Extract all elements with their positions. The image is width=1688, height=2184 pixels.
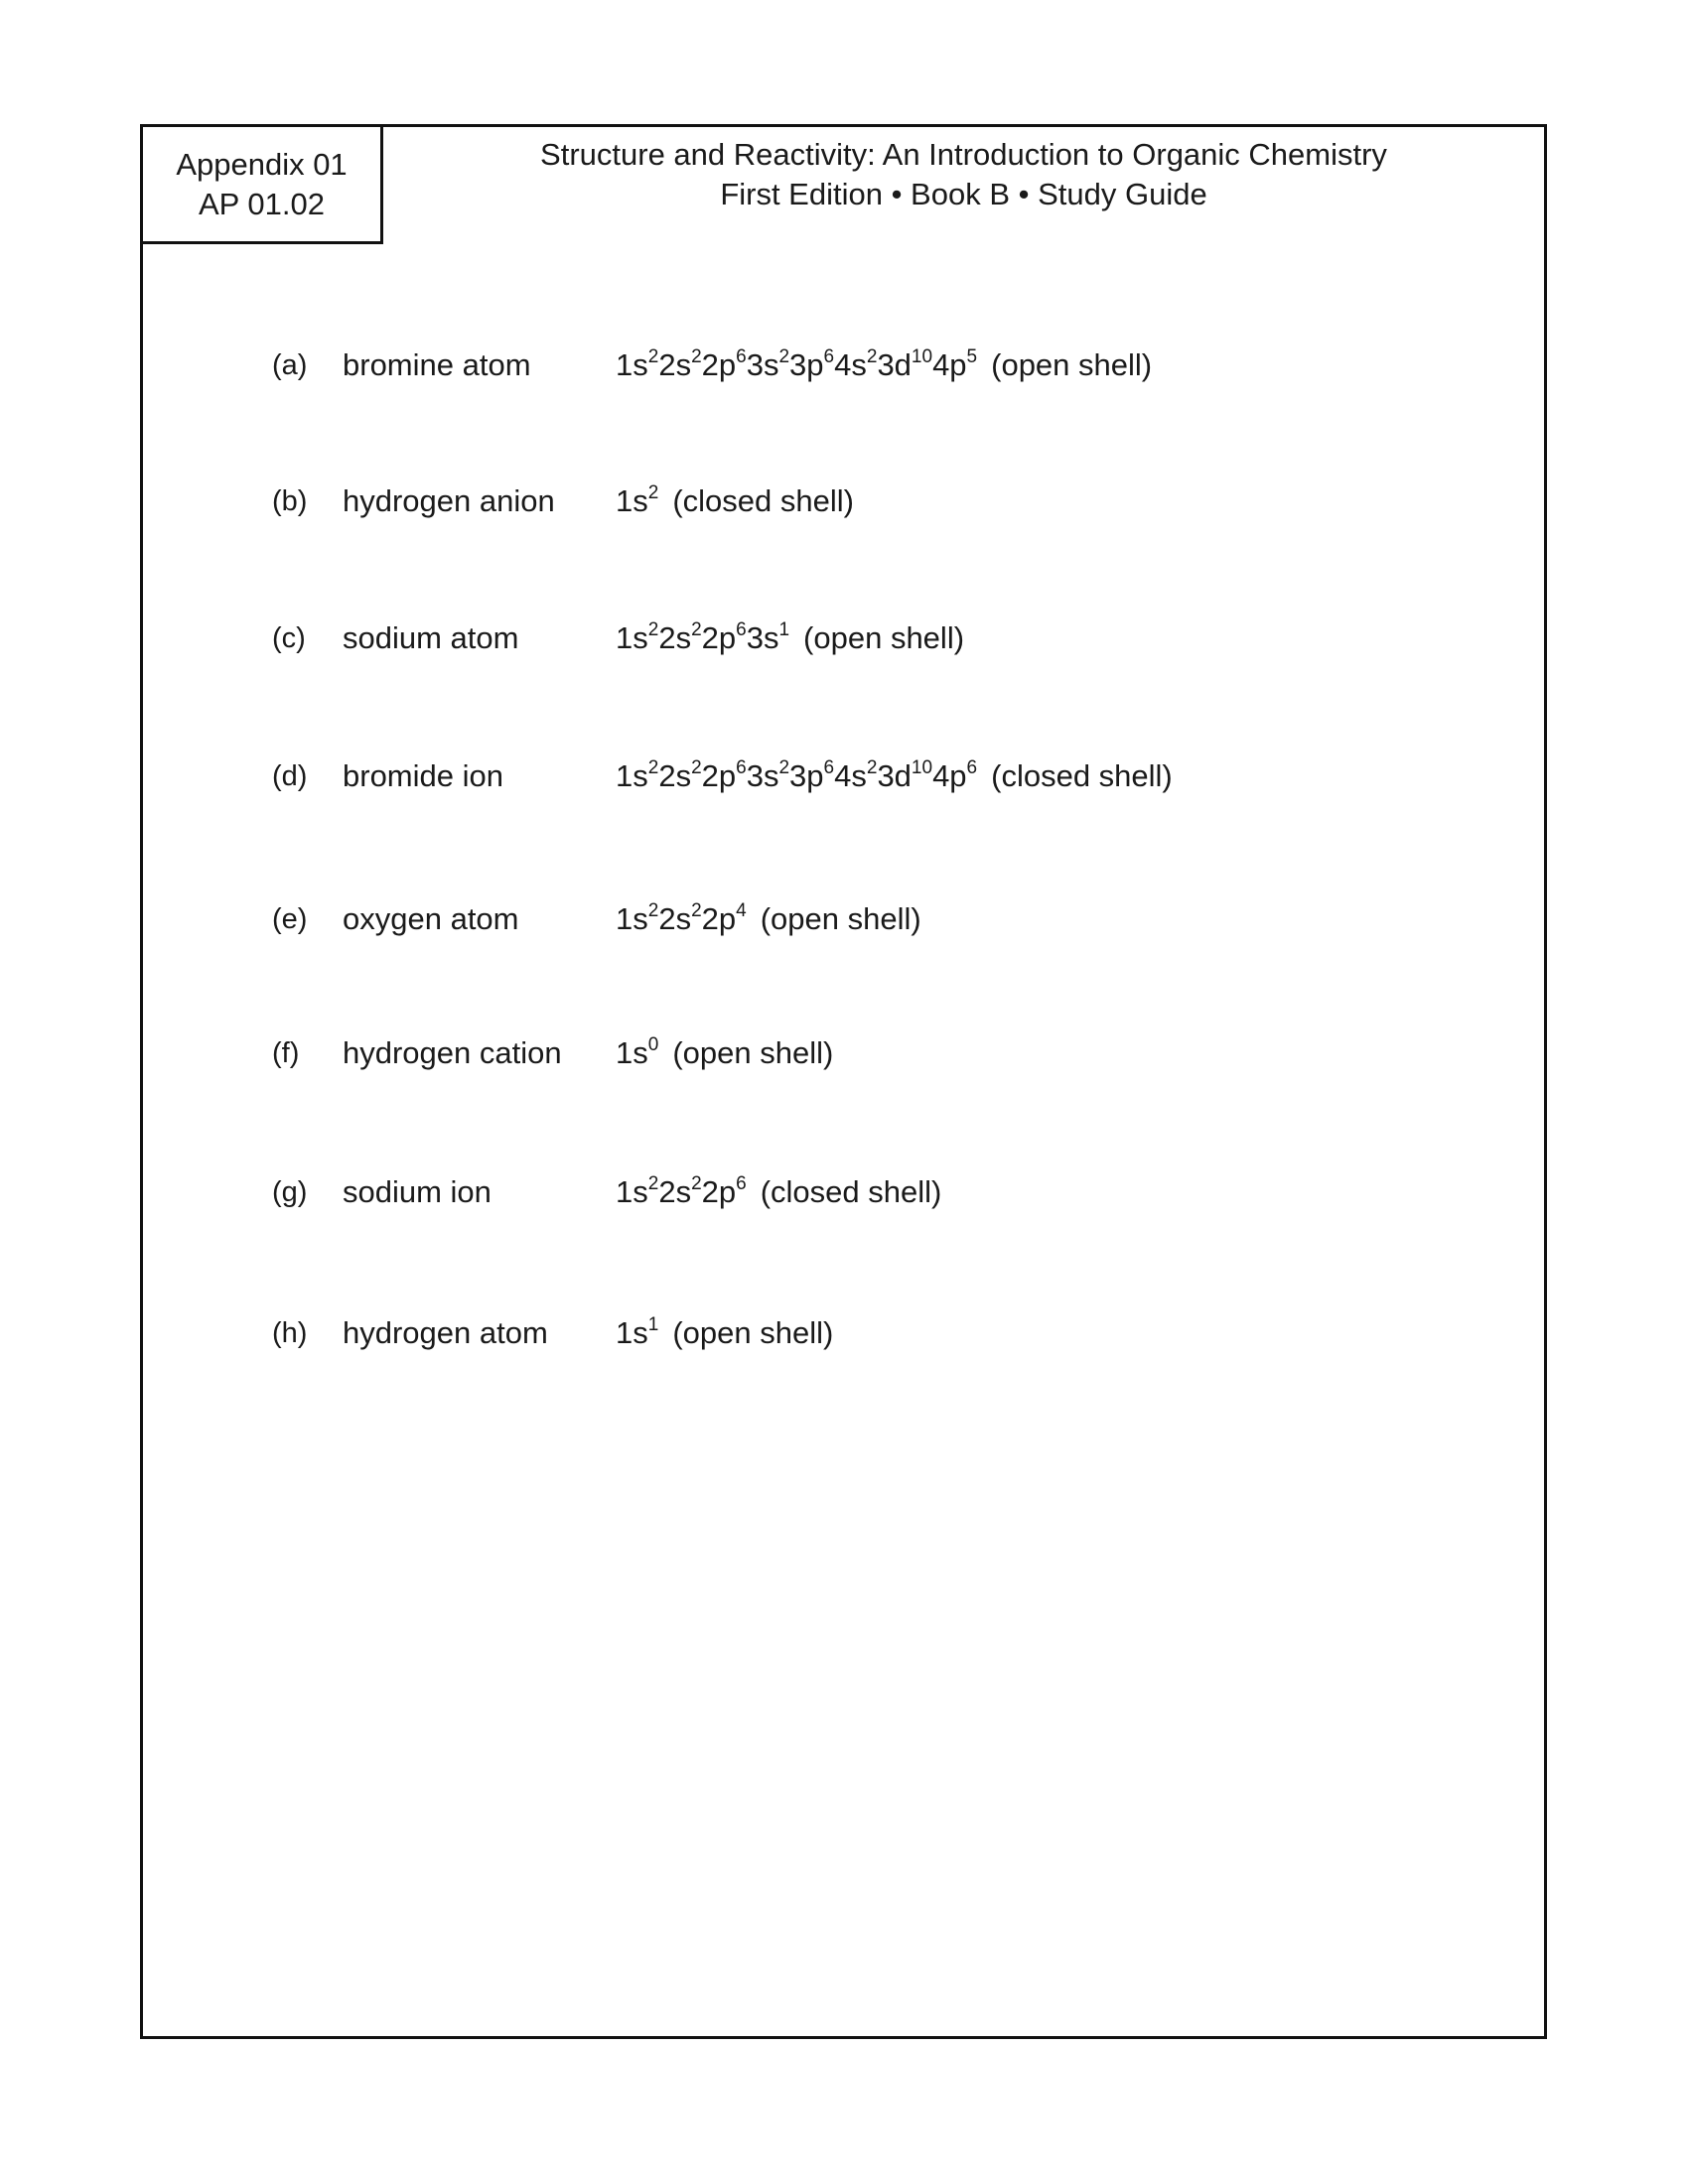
species-name: sodium ion xyxy=(343,1174,492,1209)
shell-type: (closed shell) xyxy=(672,483,854,518)
orbital-term: 4p xyxy=(932,347,967,382)
electron-count: 2 xyxy=(647,900,659,921)
electron-count: 6 xyxy=(736,757,747,778)
shell-type: (open shell) xyxy=(991,347,1153,382)
electron-count: 1 xyxy=(647,1314,659,1335)
orbital-term: 1s xyxy=(616,1174,648,1209)
electron-count: 10 xyxy=(911,757,933,778)
orbital-term: 3d xyxy=(877,347,912,382)
orbital-term: 2p xyxy=(701,758,737,793)
orbital-term: 2s xyxy=(658,347,692,382)
shell-type: (open shell) xyxy=(672,1315,834,1350)
item-letter: (d) xyxy=(272,760,308,792)
electron-configuration xyxy=(616,751,1173,801)
electron-count: 0 xyxy=(647,1034,659,1055)
electron-configuration xyxy=(616,894,921,944)
electron-count: 2 xyxy=(691,619,702,640)
answer-item xyxy=(143,341,1544,390)
electron-configuration xyxy=(616,1028,833,1078)
shell-type: (closed shell) xyxy=(991,758,1173,793)
answer-item xyxy=(143,1167,1544,1217)
item-letter: (h) xyxy=(272,1317,308,1349)
orbital-term: 1s xyxy=(616,901,648,936)
orbital-term: 1s xyxy=(616,758,648,793)
orbital-term: 1s xyxy=(616,347,648,382)
electron-count: 2 xyxy=(647,619,659,640)
electron-count: 2 xyxy=(647,346,659,367)
electron-configuration xyxy=(616,1308,833,1358)
electron-count: 2 xyxy=(691,757,702,778)
shell-type: (open shell) xyxy=(760,901,921,936)
species-name: sodium atom xyxy=(343,620,519,655)
item-letter: (c) xyxy=(272,622,306,654)
electron-configuration xyxy=(616,477,854,526)
electron-count: 2 xyxy=(647,482,659,503)
electron-configuration xyxy=(616,614,964,663)
edition-line: First Edition • Book B • Study Guide xyxy=(720,177,1207,211)
orbital-term: 2p xyxy=(701,901,737,936)
electron-count: 5 xyxy=(966,346,978,367)
page-code: AP 01.02 xyxy=(199,186,325,221)
shell-type: (open shell) xyxy=(672,1035,834,1070)
electron-count: 6 xyxy=(823,346,835,367)
species-name: bromine atom xyxy=(343,347,531,382)
item-letter: (b) xyxy=(272,485,308,517)
orbital-term: 2s xyxy=(658,901,692,936)
orbital-term: 4s xyxy=(834,347,867,382)
orbital-term: 2p xyxy=(701,347,737,382)
species-name: oxygen atom xyxy=(343,901,519,936)
electron-count: 6 xyxy=(736,1173,747,1194)
electron-count: 2 xyxy=(778,346,790,367)
item-letter: (f) xyxy=(272,1037,300,1069)
answer-item xyxy=(143,1308,1544,1358)
electron-count: 10 xyxy=(911,346,933,367)
orbital-term: 2s xyxy=(658,620,692,655)
orbital-term: 3p xyxy=(789,758,824,793)
electron-count: 2 xyxy=(778,757,790,778)
answer-list xyxy=(143,127,1544,2036)
answer-item xyxy=(143,614,1544,663)
species-name: bromide ion xyxy=(343,758,503,793)
page-frame xyxy=(140,124,1547,2039)
electron-configuration xyxy=(616,341,1152,390)
answer-item xyxy=(143,1028,1544,1078)
electron-count: 2 xyxy=(866,346,878,367)
appendix-label: Appendix 01 xyxy=(176,146,348,182)
orbital-term: 1s xyxy=(616,1035,648,1070)
species-name: hydrogen anion xyxy=(343,483,555,518)
answer-item xyxy=(143,477,1544,526)
orbital-term: 1s xyxy=(616,620,648,655)
orbital-term: 4p xyxy=(932,758,967,793)
orbital-term: 3s xyxy=(746,620,779,655)
electron-count: 2 xyxy=(647,757,659,778)
orbital-term: 2p xyxy=(701,620,737,655)
species-name: hydrogen atom xyxy=(343,1315,548,1350)
answer-item xyxy=(143,751,1544,801)
item-letter: (e) xyxy=(272,903,308,935)
orbital-term: 3d xyxy=(877,758,912,793)
electron-count: 2 xyxy=(866,757,878,778)
item-letter: (g) xyxy=(272,1176,308,1208)
item-letter: (a) xyxy=(272,349,308,381)
shell-type: (open shell) xyxy=(803,620,965,655)
shell-type: (closed shell) xyxy=(760,1174,942,1209)
book-title: Structure and Reactivity: An Introduction to Organic Chemistry xyxy=(540,137,1387,172)
electron-count: 1 xyxy=(778,619,790,640)
orbital-term: 1s xyxy=(616,483,648,518)
electron-count: 4 xyxy=(736,900,747,921)
electron-count: 2 xyxy=(691,900,702,921)
orbital-term: 3s xyxy=(746,758,779,793)
electron-count: 2 xyxy=(647,1173,659,1194)
species-name: hydrogen cation xyxy=(343,1035,562,1070)
answer-item xyxy=(143,894,1544,944)
electron-count: 2 xyxy=(691,346,702,367)
orbital-term: 2s xyxy=(658,1174,692,1209)
electron-count: 2 xyxy=(691,1173,702,1194)
orbital-term: 3s xyxy=(746,347,779,382)
orbital-term: 1s xyxy=(616,1315,648,1350)
orbital-term: 4s xyxy=(834,758,867,793)
orbital-term: 3p xyxy=(789,347,824,382)
orbital-term: 2p xyxy=(701,1174,737,1209)
electron-count: 6 xyxy=(736,619,747,640)
orbital-term: 2s xyxy=(658,758,692,793)
electron-count: 6 xyxy=(736,346,747,367)
electron-configuration xyxy=(616,1167,941,1217)
electron-count: 6 xyxy=(823,757,835,778)
electron-count: 6 xyxy=(966,757,978,778)
